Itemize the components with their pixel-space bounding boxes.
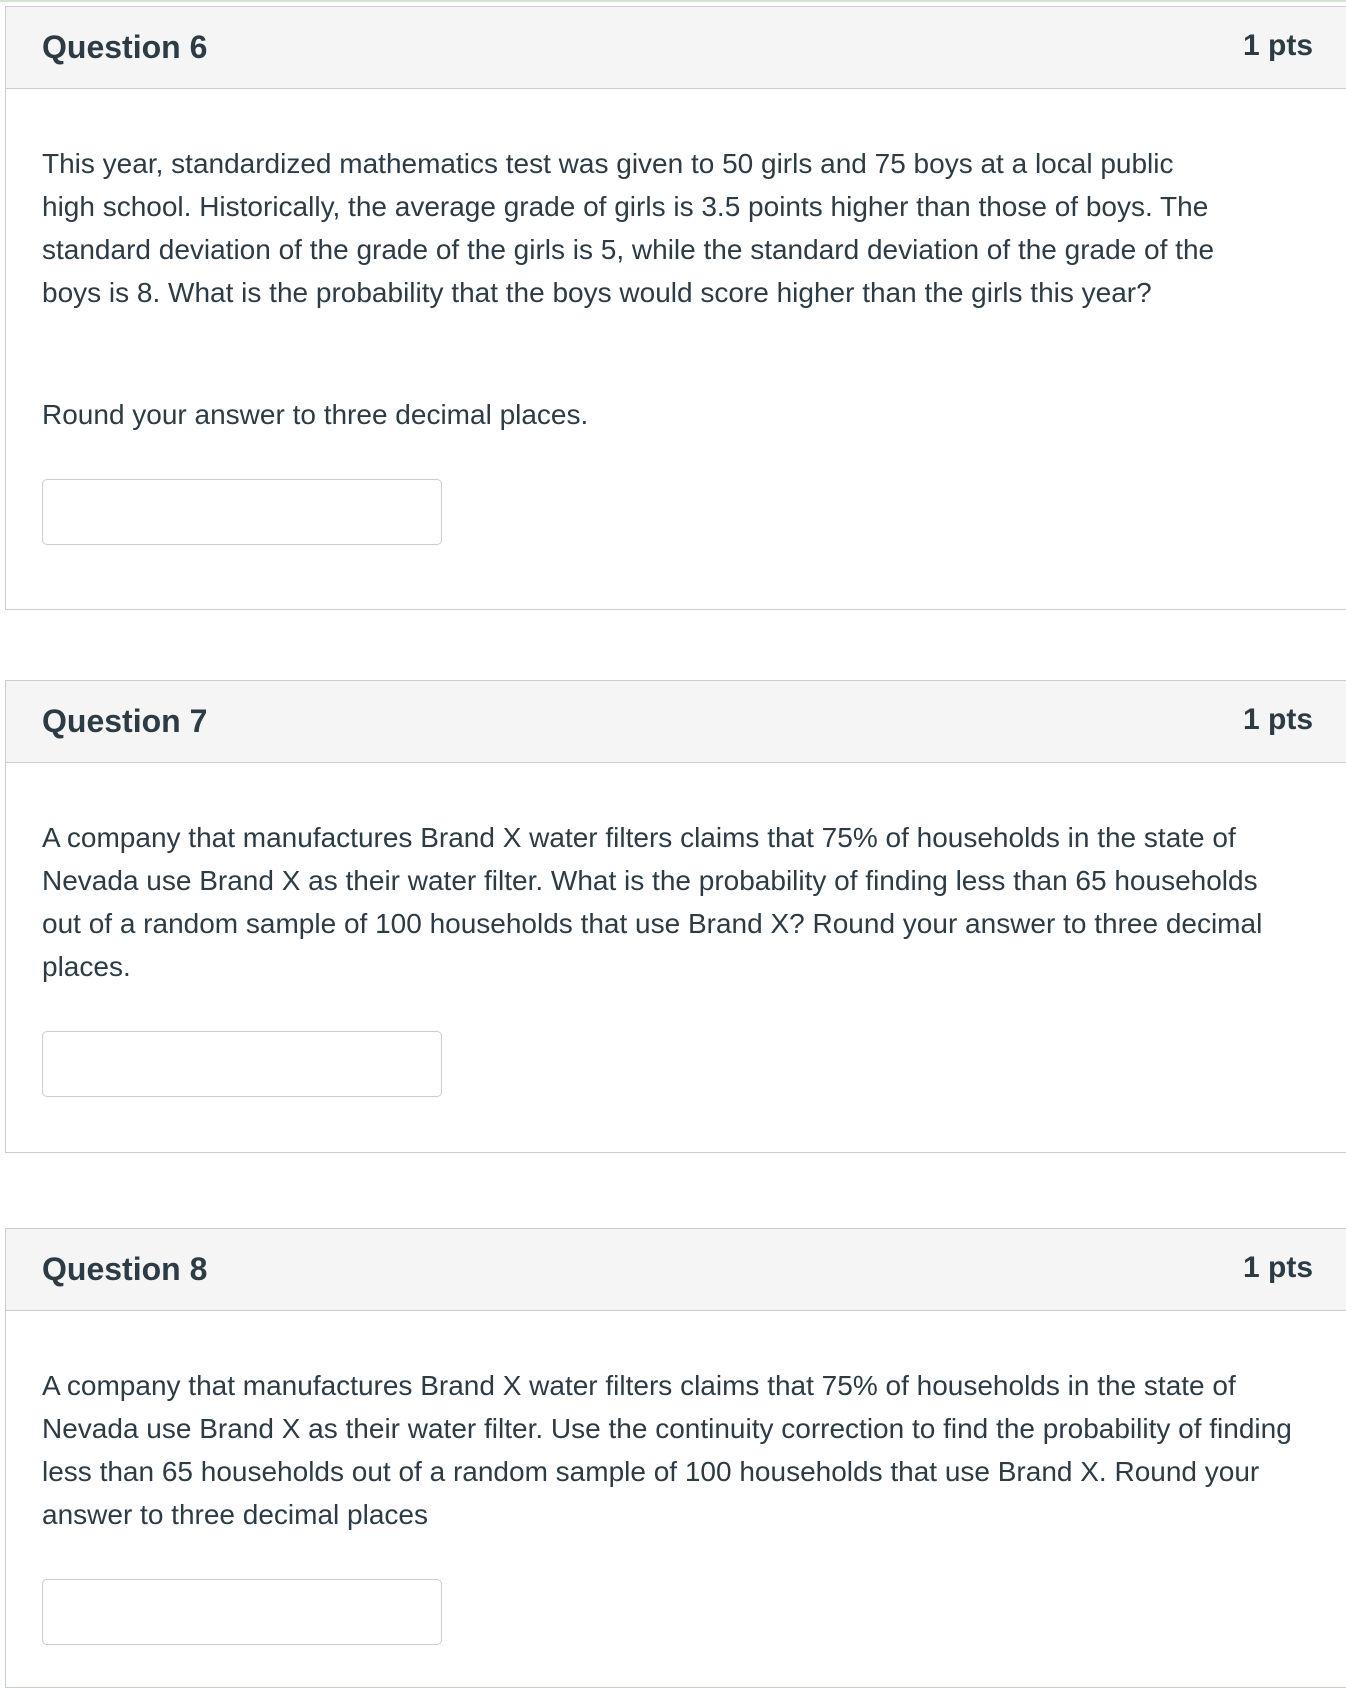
question-text: A company that manufactures Brand X water filters claims that 75% of households in the state of Nevada use Brand X as their water filter. Use the continuity correction to find the probability of finding less than 65 households out of a random sample of 100 households that use Brand X. Round your answer to three decimal places — [42, 1370, 1292, 1530]
question-7 — [5, 680, 1346, 1153]
answer-input[interactable] — [42, 1031, 442, 1097]
question-6 — [5, 6, 1346, 610]
question-header — [6, 681, 1346, 763]
top-divider — [0, 0, 1346, 2]
answer-input[interactable] — [42, 479, 442, 545]
question-points: 1 pts — [1243, 1251, 1314, 1284]
question-body — [6, 763, 1346, 1097]
question-text: A company that manufactures Brand X water filters claims that 75% of households in the state of Nevada use Brand X as their water filter. What is the probability of finding less than 65 households out of a random sample of 100 households that use Brand X? Round your answer to three decimal places. — [42, 822, 1263, 982]
question-header — [6, 7, 1346, 89]
question-points: 1 pts — [1243, 29, 1314, 62]
question-instruction: Round your answer to three decimal places. — [42, 399, 589, 430]
question-body — [6, 1311, 1346, 1645]
question-points: 1 pts — [1243, 703, 1314, 736]
question-title: Question 6 — [42, 29, 208, 65]
question-8 — [5, 1228, 1346, 1688]
answer-input[interactable] — [42, 1579, 442, 1645]
question-body — [6, 89, 1346, 545]
question-text: This year, standardized mathematics test was given to 50 girls and 75 boys at a local public high school. Historically, the average grade of girls is 3.5 points higher than those of boys. The standard deviation of the grade of the girls is 5, while the standard deviation of the grade of the boys is 8. What is the probability that the boys would score higher than the girls this year? — [42, 148, 1215, 308]
question-title: Question 8 — [42, 1251, 208, 1287]
question-header — [6, 1229, 1346, 1311]
question-title: Question 7 — [42, 703, 208, 739]
